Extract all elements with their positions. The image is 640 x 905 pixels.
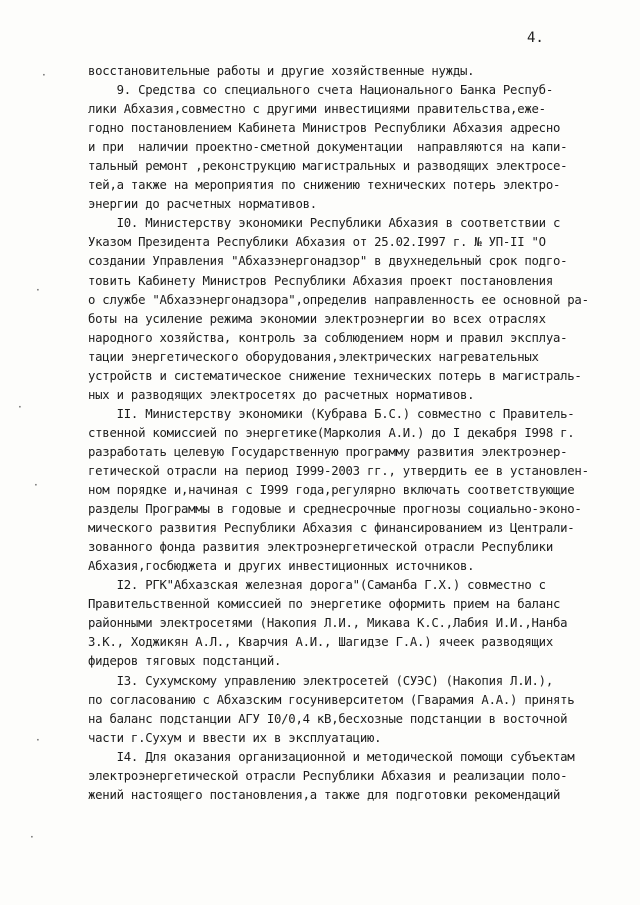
text-line: 9. Средства со специального счета Национального Банка Респуб- (88, 83, 553, 98)
text-line: по согласованию с Абхазским госуниверситетом (Гварамия А.А.) принять (88, 692, 575, 707)
text-line: гетической отрасли на период I999-2003 гг., утвердить ее в установлен- (88, 463, 589, 478)
text-line: II. Министерству экономики (Кубрава Б.С.) совместно с Правитель- (88, 406, 575, 421)
text-line: I0. Министерству экономики Республики Абхазия в соответствии с (88, 216, 561, 231)
page-number: 4. (527, 30, 544, 46)
text-line: восстановительные работы и другие хозяйственные нужды. (88, 64, 475, 78)
text-line: лики Абхазия,совместно с другими инвестициями правительства,еже- (88, 102, 546, 117)
text-line: тации энергетического оборудования,электрических нагревательных (88, 349, 539, 364)
text-line: мического развития Республики Абхазия с финансированием из Централи- (88, 521, 575, 536)
text-line: разделы Программы в годовые и среднесрочные прогнозы социально-эконо- (88, 502, 582, 517)
text-line: товить Кабинету Министров Республики Абхазия проект постановления (88, 273, 553, 288)
text-line: разработать целевую Государственную программу развития электроэнер- (88, 444, 568, 459)
text-line: З.К., Ходжикян А.Л., Кварчия А.И., Шагидзе Г.А.) ячеек разводящих (88, 635, 553, 650)
text-line: зованного фонда развития электроэнергетической отрасли Республики (88, 540, 553, 555)
text-line: на баланс подстанции АГУ I0/0,4 кВ,бесхозные подстанции в восточной (88, 711, 568, 726)
text-line: I4. Для оказания организационной и методической помощи субъектам (88, 749, 575, 764)
document-body (88, 62, 628, 805)
text-line: ном порядке и,начиная с I999 года,регулярно включать соответствующие (88, 483, 575, 498)
text-line: устройств и систематическое снижение технических потерь в магистраль- (88, 368, 582, 383)
margin-mark: · (42, 68, 46, 82)
text-line: боты на усиление режима экономии электроэнергии во всех отраслях (88, 311, 546, 326)
text-line: районными электросетями (Накопия Л.И., Микава К.С.,Лабия И.И.,Нанба (88, 616, 568, 631)
text-line: создании Управления "Абхазэнергонадзор" в двухнедельный срок подго- (88, 254, 568, 269)
text-line: Указом Президента Республики Абхазия от 25.02.I997 г. № УП-II "О (88, 235, 546, 250)
text-line: части г.Сухум и ввести их в эксплуатацию. (88, 730, 382, 745)
text-line: тей,а также на мероприятия по снижению технических потерь электро- (88, 178, 561, 193)
text-line: народного хозяйства, контроль за соблюдением норм и правил эксплуа- (88, 330, 568, 345)
text-line: о службе "Абхазэнергонадзора",определив направленность ее основной ра- (88, 292, 589, 307)
text-line: тальный ремонт ,реконструкцию магистральных и разводящих электросе- (88, 159, 568, 174)
text-line: энергии до расчетных нормативов. (88, 197, 317, 212)
margin-mark: · (34, 478, 38, 492)
margin-mark: · (18, 400, 22, 414)
text-line: Абхазия,госбюджета и других инвестиционных источников. (88, 559, 475, 574)
margin-mark: · (36, 283, 40, 297)
text-line: ных и разводящих электросетях до расчетных нормативов. (88, 387, 475, 402)
text-line: ственной комиссией по энергетике(Марколия А.И.) до I декабря I998 г. (88, 425, 575, 440)
text-line: фидеров тяговых подстанций. (88, 654, 282, 669)
text-line: электроэнергетической отрасли Республики Абхазия и реализации поло- (88, 768, 568, 783)
text-line: Правительственной комиссией по энергетике оформить прием на баланс (88, 597, 561, 612)
text-line: жений настоящего постановления,а также для подготовки рекомендаций (88, 787, 561, 802)
margin-mark: · (36, 733, 40, 747)
text-line: I3. Сухумскому управлению электросетей (СУЭС) (Накопия Л.И.), (88, 673, 553, 688)
text-line: I2. РГК"Абхазская железная дорога"(Саманба Г.Х.) совместно с (88, 578, 546, 593)
text-line: и при наличии проектно-сметной документации направляются на капи- (88, 140, 568, 155)
margin-mark: · (30, 830, 34, 844)
text-line: годно постановлением Кабинета Министров Республики Абхазия адресно (88, 121, 561, 136)
